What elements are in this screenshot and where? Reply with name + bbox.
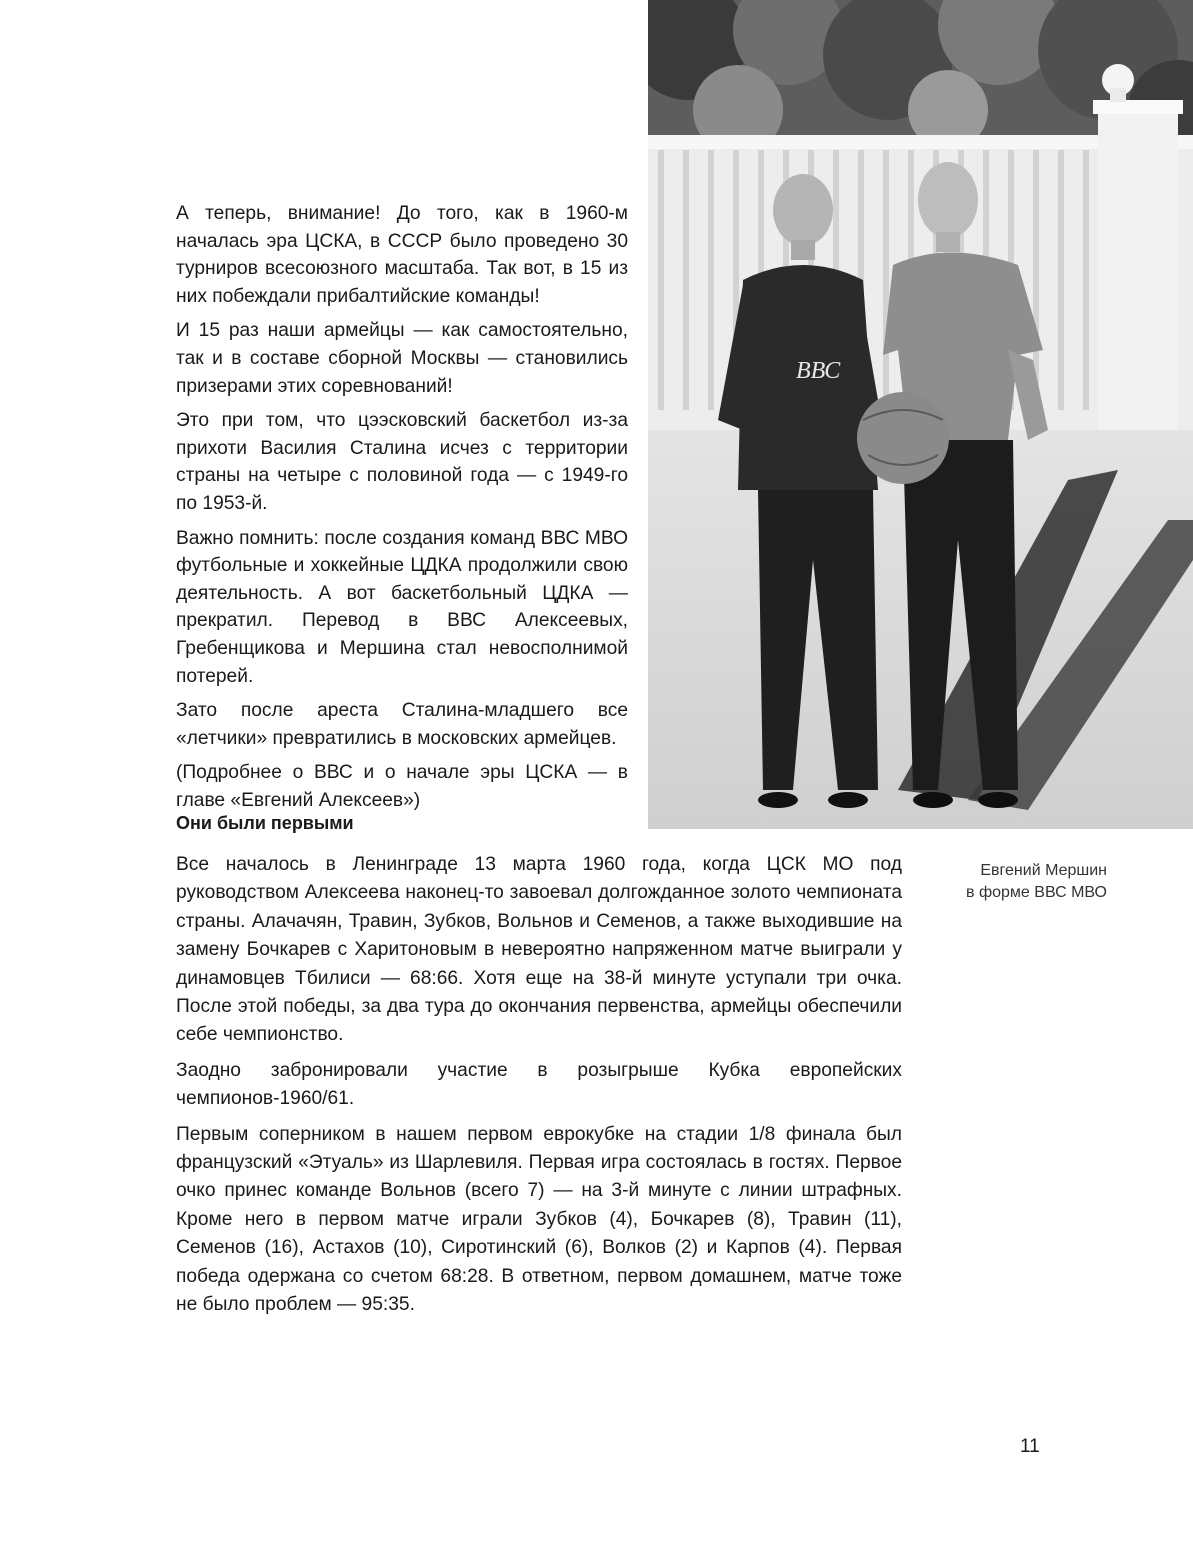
paragraph: Зато после ареста Сталина-младшего все «летчики» превратились в московских армейцев. [176, 700, 628, 749]
main-text-column [176, 851, 902, 1327]
paragraph: Все началось в Ленинграде 13 марта 1960 года, когда ЦСК МО под руководством Алексеева наконец-то завоевал долгожданное золото чемпионата страны. Алачачян, Травин, Зубков, Вольнов и Семенов, а также выходившие на замену Бочкарев с Харитоновым в невероятно напряженном матче выиграли у динамовцев Тбилиси — 68:66. Хотя еще на 38-й минуте уступали три очка. После этой победы, за два тура до окончания первенства, армейцы обеспечили себе чемпионство. [176, 854, 902, 1046]
paragraph: (Подробнее о ВВС и о начале эры ЦСКА — в главе «Евгений Алексеев») [176, 762, 628, 811]
photo-caption [930, 860, 1107, 904]
paragraph: Первым соперником в нашем первом еврокубке на стадии 1/8 финала был французский «Этуаль» из Шарлевиля. Первая игра состоялась в гостях. Первое очко принес команде Вольнов (всего 7) — на 3-й минуте с линии штрафных. Кроме него в первом матче играли Зубков (4), Бочкарев (8), Травин (11), Семенов (16), Астахов (10), Сиротинский (6), Волков (2) и Карпов (4). Первая победа одержана со счетом 68:28. В ответном, первом домашнем, матче тоже не было проблем — 95:35. [176, 1123, 902, 1316]
paragraph: Заодно забронировали участие в розыгрыше Кубка европейских чемпионов-1960/61. [176, 1059, 902, 1110]
paragraph: Важно помнить: после создания команд ВВС МВО футбольные и хоккейные ЦДКА продолжили свою деятельность. А вот баскетбольный ЦДКА — прекратил. Перевод в ВВС Алексеевых, Гребенщикова и Мершина стал невосполнимой потерей. [176, 527, 628, 687]
section-heading: Они были первыми [176, 813, 354, 833]
top-text-column [176, 200, 628, 821]
photo-two-players [648, 0, 1193, 829]
page-number: 11 [1020, 1436, 1040, 1457]
paragraph: А теперь, внимание! До того, как в 1960-м началась эра ЦСКА, в СССР было проведено 30 турниров всесоюзного масштаба. Так вот, в 15 из них побеждали прибалтийские команды! [176, 203, 628, 307]
caption-line: в форме ВВС МВО [966, 884, 1107, 901]
caption-line: Евгений Мершин [980, 862, 1107, 879]
paragraph: И 15 раз наши армейцы — как самостоятельно, так и в составе сборной Москвы — становились призерами этих соревнований! [176, 320, 628, 397]
paragraph: Это при том, что цээсковский баскетбол из-за прихоти Василия Сталина исчез с территории страны на четыре с половиной года — с 1949-го по 1953-й. [176, 410, 628, 514]
shirt-lettering: ВВС [796, 358, 841, 384]
